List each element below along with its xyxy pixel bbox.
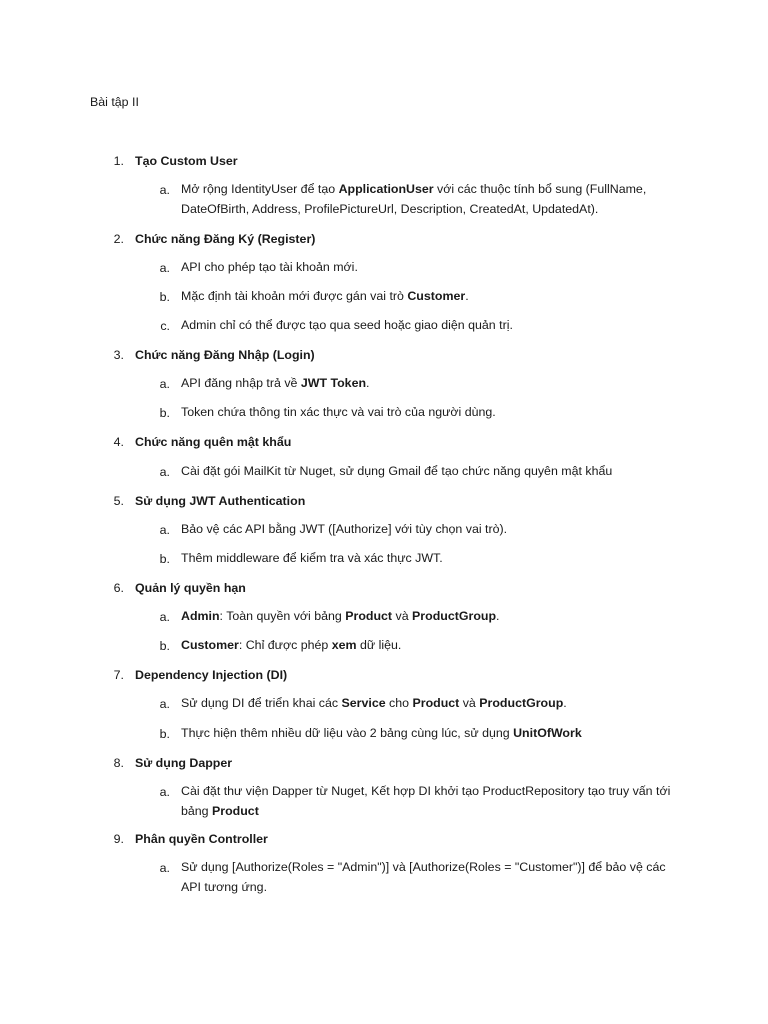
bold-term: UnitOfWork — [513, 726, 582, 740]
item-text — [181, 782, 681, 821]
item-letter: a. — [159, 377, 170, 391]
text-run: : Toàn quyền với bảng — [219, 609, 346, 623]
text-run: API cho phép tạo tài khoản mới. — [181, 260, 358, 274]
bold-term: ProductGroup — [412, 609, 497, 623]
item-text — [181, 694, 681, 714]
bold-term: Customer — [407, 289, 466, 303]
item-letter: c. — [160, 319, 170, 333]
text-run: Cài đặt thư viện Dapper từ Nuget, Kết hợp DI khởi tạo ProductRepository tạo truy vấn tới bảng — [181, 784, 671, 818]
item-text — [181, 374, 681, 394]
text-run: dữ liệu. — [356, 638, 402, 652]
bold-term: xem — [331, 638, 357, 652]
section-number: 2. — [113, 232, 124, 246]
text-run: . — [496, 609, 500, 623]
section-title: Sử dụng JWT Authentication — [135, 494, 306, 508]
bold-term: Product — [212, 803, 259, 818]
item-letter: b. — [159, 406, 170, 420]
section-number: 5. — [113, 494, 124, 508]
text-run: . — [563, 696, 567, 710]
section-title: Dependency Injection (DI) — [135, 668, 288, 682]
item-text — [181, 462, 681, 482]
section-title: Chức năng Đăng Nhập (Login) — [135, 348, 315, 362]
text-run: . — [465, 289, 469, 303]
text-run: Admin chỉ có thể được tạo qua seed hoặc giao diện quản trị. — [181, 318, 513, 332]
section-title: Sử dụng Dapper — [135, 756, 233, 770]
text-run: và — [392, 609, 413, 623]
item-letter: a. — [159, 861, 170, 875]
section-number: 1. — [113, 154, 124, 168]
section-number: 4. — [113, 435, 124, 449]
item-letter: a. — [159, 183, 170, 197]
text-run: Sử dụng [Authorize(Roles = "Admin")] và [Authorize(Roles = "Customer")] để bảo vệ các API tương ứng. — [181, 860, 666, 894]
section-number: 8. — [113, 756, 124, 770]
text-run: Mở rộng IdentityUser để tạo — [181, 182, 339, 196]
item-text — [181, 520, 681, 540]
text-run: với các thuộc tính bổ sung (FullName, DateOfBirth, Address, ProfilePictureUrl, Description, CreatedAt, UpdatedAt). — [181, 182, 647, 216]
item-text — [181, 549, 681, 569]
item-letter: a. — [159, 261, 170, 275]
item-letter: b. — [159, 290, 170, 304]
bold-term: Product — [412, 696, 460, 710]
text-run: Bảo vệ các API bằng JWT ([Authorize] với tùy chọn vai trò). — [181, 522, 508, 536]
item-letter: b. — [159, 639, 170, 653]
item-text — [181, 724, 681, 744]
item-text — [181, 316, 681, 336]
section-number: 3. — [113, 348, 124, 362]
text-run: cho — [385, 696, 413, 710]
section-number: 6. — [113, 581, 124, 595]
text-run: Thêm middleware để kiểm tra và xác thực JWT. — [181, 551, 443, 565]
section-number: 9. — [113, 832, 124, 846]
text-run: API đăng nhập trả về — [181, 376, 301, 390]
item-text — [181, 858, 681, 897]
item-letter: a. — [159, 465, 170, 479]
section-title: Chức năng Đăng Ký (Register) — [135, 232, 316, 246]
text-run: Cài đặt gói MailKit từ Nuget, sử dụng Gmail để tạo chức năng quyên mật khẩu — [181, 464, 613, 478]
item-text — [181, 636, 681, 656]
item-text — [181, 287, 681, 307]
item-letter: b. — [159, 552, 170, 566]
item-letter: a. — [159, 785, 170, 799]
text-run: Mặc định tài khoản mới được gán vai trò — [181, 289, 408, 303]
text-run: Thực hiện thêm nhiều dữ liệu vào 2 bảng cùng lúc, sử dụng — [181, 726, 514, 740]
section-title: Quản lý quyền hạn — [135, 581, 246, 595]
section-title: Chức năng quên mật khẩu — [135, 435, 292, 449]
text-run: . — [366, 376, 370, 390]
bold-term: Customer — [181, 638, 239, 652]
item-letter: b. — [159, 727, 170, 741]
bold-term: Product — [345, 609, 393, 623]
item-text — [181, 403, 681, 423]
text-run: Sử dụng DI để triển khai các — [181, 696, 342, 710]
item-letter: a. — [159, 523, 170, 537]
bold-term: ApplicationUser — [338, 182, 434, 196]
item-text — [181, 607, 681, 627]
document-title: Bài tập II — [90, 95, 139, 109]
bold-term: JWT Token — [300, 376, 367, 390]
section-title: Tạo Custom User — [135, 154, 238, 168]
item-letter: a. — [159, 610, 170, 624]
text-run: : Chỉ được phép — [238, 638, 332, 652]
bold-term: Admin — [181, 609, 220, 623]
item-letter: a. — [159, 697, 170, 711]
section-number: 7. — [113, 668, 124, 682]
text-run: Token chứa thông tin xác thực và vai trò của người dùng. — [181, 405, 496, 419]
section-title: Phân quyền Controller — [135, 832, 268, 846]
bold-term: Service — [341, 696, 386, 710]
bold-term: ProductGroup — [479, 696, 564, 710]
item-text — [181, 258, 681, 278]
item-text — [181, 180, 681, 219]
text-run: và — [459, 696, 480, 710]
